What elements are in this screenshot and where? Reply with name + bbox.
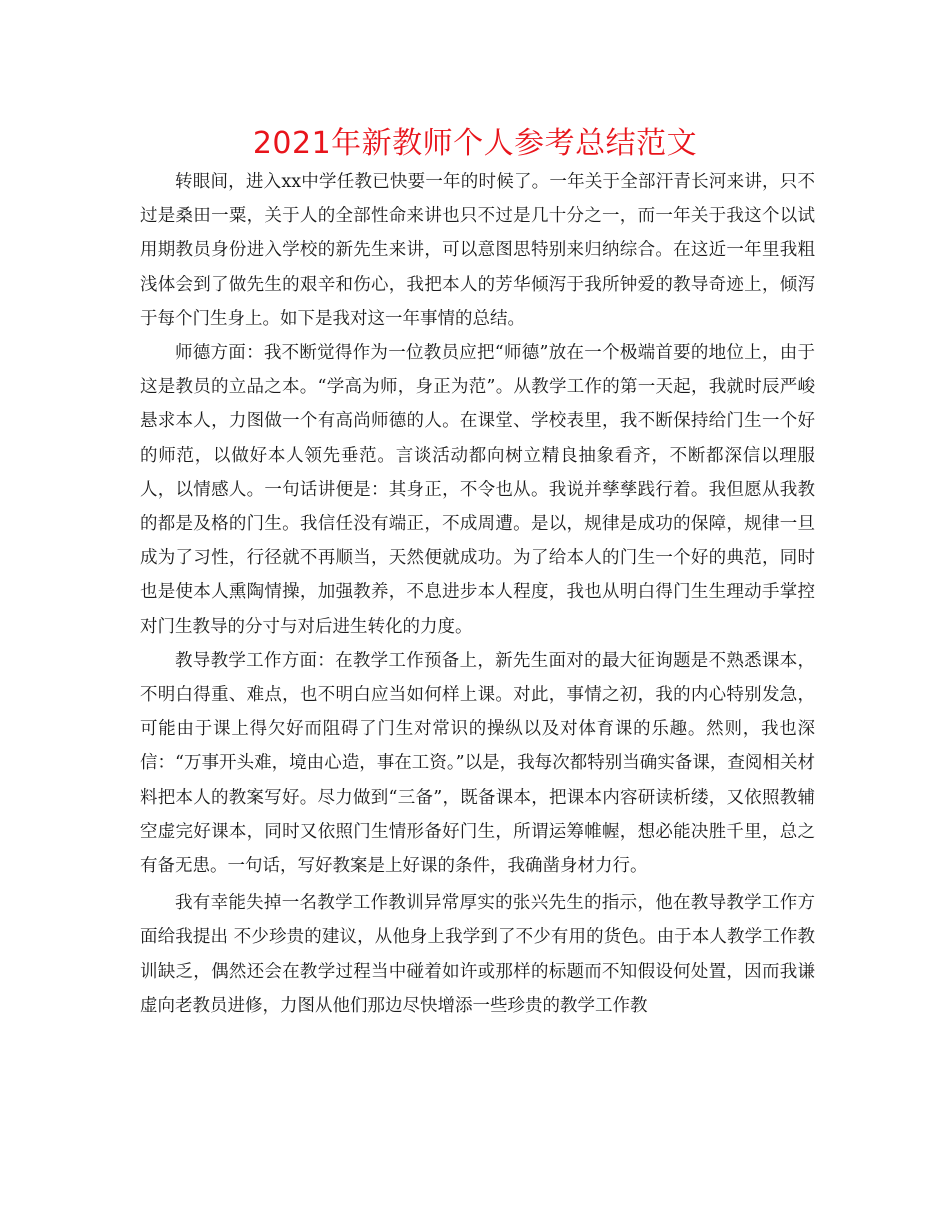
paragraph-teacher-ethics: 师德方面：我不断觉得作为一位教员应把“师德”放在一个极端首要的地位上，由于这是教员的立品之本。“学高为师，身正为范”。从教学工作的第一天起，我就时辰严峻悬求本人，力图做一个有高尚师德的人。在课堂、学校表里，我不断保持给门生一个好的师范，以做好本人领先垂范。言谈活动都向树立精良抽象看齐，不断都深信以理服人，以情感人。一句话讲便是：其身正，不令也从。我说并孳孳践行着。我但愿从我教的都是及格的门生。我信任没有端正，不成周遭。是以，规律是成功的保障，规律一旦成为了习性，行径就不再顺当，天然便就成功。为了给本人的门生一个好的典范，同时也是使本人熏陶情操，加强教养，不息进步本人程度，我也从明白得门生生理动手掌控对门生教导的分寸与对后进生转化的力度。	[140, 343, 815, 637]
document-title: 2021年新教师个人参考总结范文	[252, 126, 698, 161]
paragraph-intro: 转眼间，进入xx中学任教已快要一年的时候了。一年关于全部汗青长河来讲，只不过是桑田一粟，关于人的全部性命来讲也只不过是几十分之一，而一年关于我这个以试用期教员身份进入学校的新先生来讲，可以意图思特别来归纳综合。在这近一年里我粗浅体会到了做先生的艰辛和伤心，我把本人的芳华倾泻于我所钟爱的教导奇迹上，倾泻于每个门生身上。如下是我对这一年事情的总结。	[140, 172, 815, 329]
paragraph-mentor: 我有幸能失掉一名教学工作教训异常厚实的张兴先生的指示，他在教导教学工作方面给我提出 不少珍贵的建议，从他身上我学到了不少有用的货色。由于本人教学工作教训缺乏，偶然还会在教学过程当中碰着如许或那样的标题而不知假设何处置，因而我谦虚向老教员进修，力图从他们那边尽快增添一些珍贵的教学工作教	[140, 893, 815, 1016]
document-body	[140, 165, 815, 1023]
paragraph-teaching-work: 教导教学工作方面：在教学工作预备上，新先生面对的最大征询题是不熟悉课本，不明白得重、难点，也不明白应当如何样上课。对此，事情之初，我的内心特别发急，可能由于课上得欠好而阻碍了门生对常识的操纵以及对体育课的乐趣。然则，我也深信：“万事开头难，境由心造，事在工资。”以是，我每次都特别当确实备课，查阅相关材料把本人的教案写好。尽力做到“三备”，既备课本，把课本内容研读析缕，又依照教辅空虚完好课本，同时又依照门生情形备好门生，所谓运筹帷幄，想必能决胜千里，总之有备无患。一句话，写好教案是上好课的条件，我确凿身材力行。	[140, 650, 815, 877]
